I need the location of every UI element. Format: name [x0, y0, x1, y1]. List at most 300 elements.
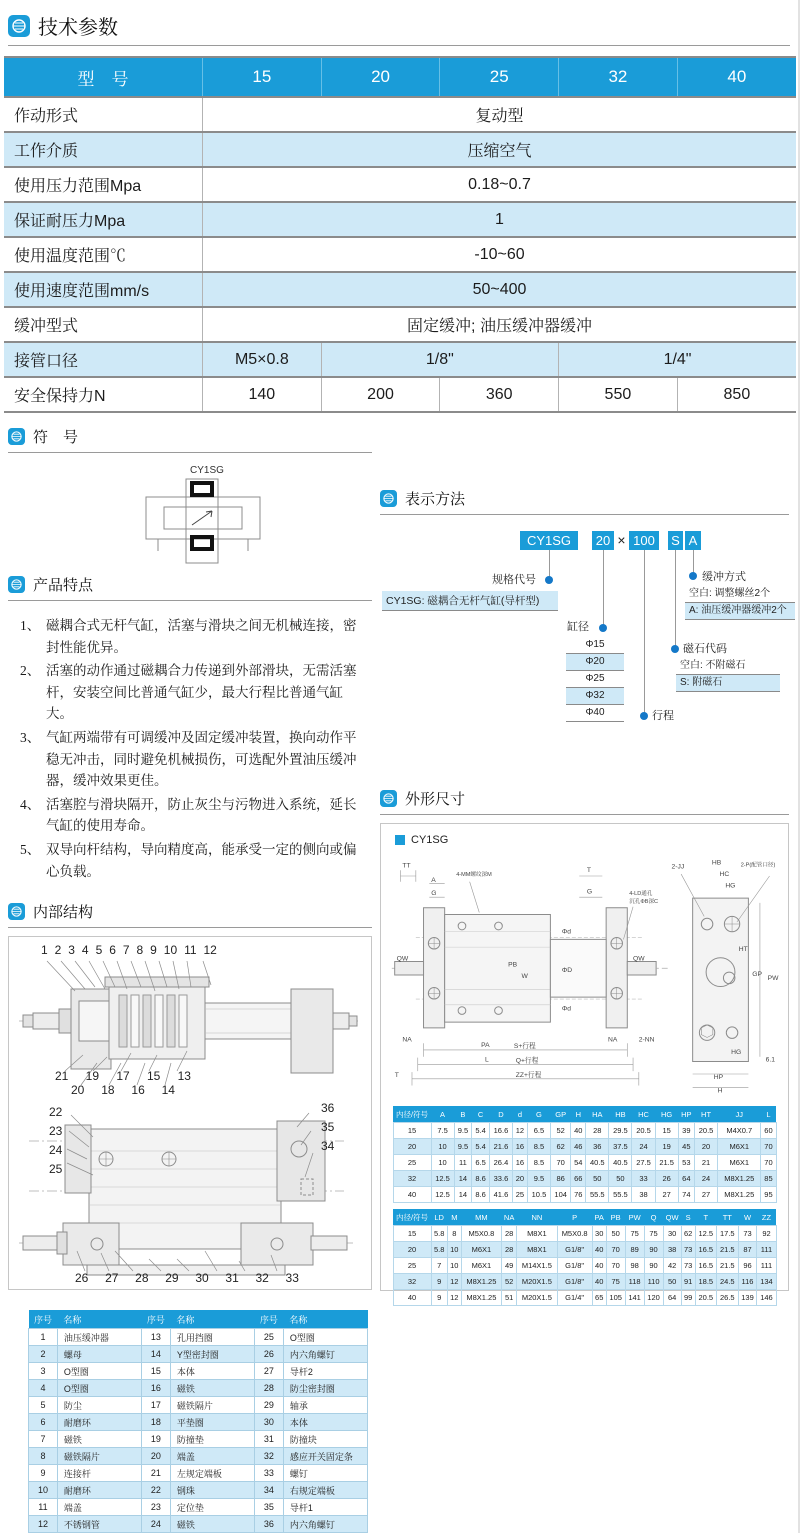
table-cell: 17.5: [717, 1226, 738, 1242]
row-label: 使用温度范围℃: [14, 248, 127, 265]
callout-number: 25: [49, 1162, 63, 1177]
table-cell: 16.6: [489, 1123, 512, 1139]
row-value: 1: [203, 202, 797, 237]
table-row: [29, 1465, 368, 1482]
table-row: [393, 1155, 776, 1171]
column-header: 序号: [254, 1310, 283, 1329]
page-title: 技术参数: [38, 17, 118, 39]
table-cell: 10: [431, 1139, 454, 1155]
option-row: S: 附磁石: [676, 675, 780, 692]
table-row: [29, 1329, 368, 1346]
dim-label-d-top: Φd: [561, 928, 572, 936]
row-label: 缓冲型式: [14, 318, 79, 335]
feature-number: 2、: [20, 663, 41, 679]
table-cell: 20: [513, 1171, 528, 1187]
table-cell: 18: [141, 1414, 170, 1431]
table-cell: 8.6: [472, 1187, 490, 1203]
callout-number: 26: [75, 1271, 89, 1286]
table-cell: 118: [625, 1274, 644, 1290]
table-cell: 33: [632, 1171, 655, 1187]
feature-number: 1、: [20, 618, 41, 633]
table-cell: 20: [393, 1242, 431, 1258]
table-cell: 99: [681, 1290, 695, 1306]
table-cell: 55.5: [586, 1187, 609, 1203]
section-header-ordering: [380, 485, 789, 515]
feature-number: 4、: [20, 796, 41, 812]
table-cell: 27: [694, 1187, 717, 1203]
callout-number: 27: [105, 1271, 119, 1286]
internal-diagram-side: [9, 937, 371, 1101]
table-cell: 40.5: [586, 1155, 609, 1171]
table-cell: 46: [571, 1139, 586, 1155]
callout-number: 19: [85, 1069, 100, 1084]
table-row: [29, 1363, 368, 1380]
option-row: Φ15: [566, 637, 624, 654]
callout-number: 8: [136, 943, 144, 958]
row-value: 50~400: [203, 272, 797, 307]
outline-model: [395, 834, 782, 846]
table-cell: 64: [678, 1171, 694, 1187]
table-cell: 磁铁隔片: [57, 1448, 141, 1465]
table-cell: 2: [29, 1346, 58, 1363]
dim-label-LD1: 4-LD通孔: [629, 891, 653, 898]
dim-label-GP: GP: [752, 970, 762, 978]
table-cell: 10: [447, 1242, 461, 1258]
table-cell: 24.5: [717, 1274, 738, 1290]
section-icon: [8, 428, 25, 445]
table-cell: 33.6: [489, 1171, 512, 1187]
table-cell: 28: [502, 1226, 517, 1242]
table-cell: 105: [606, 1290, 625, 1306]
tech-row: [4, 132, 796, 167]
table-cell: 26: [655, 1171, 678, 1187]
table-cell: 防尘: [57, 1397, 141, 1414]
row-value: 140: [203, 377, 322, 412]
table-cell: 20.5: [694, 1123, 717, 1139]
column-header: PA: [592, 1209, 606, 1226]
column-header-32: 32: [559, 57, 678, 97]
table-cell: O型圈: [57, 1363, 141, 1380]
table-cell: 40: [592, 1242, 606, 1258]
table-cell: M8X1.25: [461, 1274, 501, 1290]
column-header: T: [695, 1209, 716, 1226]
table-cell: 21.6: [489, 1139, 512, 1155]
row-label: 工作介质: [14, 143, 79, 160]
section-header-tech: [8, 8, 790, 46]
table-cell: 32: [254, 1448, 283, 1465]
option-row: Φ25: [566, 671, 624, 688]
callout-number: 12: [203, 943, 217, 958]
dim-label-QW: QW: [396, 955, 409, 963]
table-row: [393, 1139, 776, 1155]
table-cell: 62: [551, 1139, 571, 1155]
table-cell: 29: [254, 1397, 283, 1414]
table-cell: 70: [761, 1139, 776, 1155]
table-cell: 70: [606, 1258, 625, 1274]
table-cell: 端盖: [57, 1499, 141, 1516]
callout-number: 20: [71, 1083, 85, 1098]
table-row: [29, 1482, 368, 1499]
row-label: 安全保持力N: [14, 388, 106, 405]
connector-dot: [599, 624, 607, 632]
table-cell: 40.5: [609, 1155, 632, 1171]
table-cell: 35: [254, 1499, 283, 1516]
table-cell: 111: [757, 1258, 776, 1274]
table-cell: 146: [757, 1290, 776, 1306]
callout-number: 21: [55, 1069, 69, 1084]
row-value: 固定缓冲; 油压缓冲器缓冲: [203, 307, 797, 342]
table-cell: 9: [29, 1465, 58, 1482]
section-header-internal: [8, 898, 372, 928]
dim-label-A: A: [431, 876, 436, 884]
left-column: [0, 423, 372, 1533]
table-cell: 24: [694, 1171, 717, 1187]
table-header-row: [29, 1310, 368, 1329]
section-title: 符 号: [33, 429, 79, 446]
table-cell: 磁铁: [170, 1380, 254, 1397]
dim-label-MM: 4-MM螺纹深M: [456, 872, 492, 878]
table-cell: 27.5: [632, 1155, 655, 1171]
table-cell: 26.5: [717, 1290, 738, 1306]
column-header: L: [761, 1106, 776, 1123]
connector-line: [693, 550, 694, 574]
table-cell: 17: [141, 1397, 170, 1414]
callout-numbers-bottom1: [55, 1069, 191, 1083]
table-row: [393, 1258, 776, 1274]
table-cell: 40: [592, 1258, 606, 1274]
table-cell: 20.5: [632, 1123, 655, 1139]
table-cell: M5X0.8: [557, 1226, 592, 1242]
table-cell: 73: [681, 1258, 695, 1274]
table-cell: 9.5: [454, 1123, 472, 1139]
column-header-model: 型 号: [4, 57, 203, 97]
table-row: [393, 1171, 776, 1187]
table-cell: 轴承: [283, 1397, 367, 1414]
table-cell: M14X1.5: [517, 1258, 557, 1274]
table-cell: 75: [644, 1226, 663, 1242]
table-cell: 73: [681, 1242, 695, 1258]
row-value: 1/4": [559, 342, 796, 377]
column-header: QW: [663, 1209, 681, 1226]
tech-row: [4, 97, 796, 132]
table-cell: 感应开关固定条: [283, 1448, 367, 1465]
bullet-square: [395, 835, 405, 845]
dim-label-JJ: 2-JJ: [671, 863, 685, 871]
table-cell: 74: [678, 1187, 694, 1203]
tech-row-pipe: [4, 342, 796, 377]
code-model-box: CY1SG: [520, 531, 578, 550]
callout-number: 28: [135, 1271, 149, 1286]
option-row: 空白: 调整螺丝2个: [685, 586, 795, 603]
cushion-label: 缓冲方式: [702, 571, 746, 583]
table-cell: 52: [551, 1123, 571, 1139]
callout-number: 16: [131, 1083, 145, 1098]
connector-line: [603, 550, 604, 626]
table-cell: 7.5: [431, 1123, 454, 1139]
table-cell: 20: [694, 1139, 717, 1155]
table-cell: 6: [29, 1414, 58, 1431]
table-cell: 40: [592, 1274, 606, 1290]
table-cell: 5.4: [472, 1123, 490, 1139]
column-header: S: [681, 1209, 695, 1226]
column-header: P: [557, 1209, 592, 1226]
table-cell: 50: [586, 1171, 609, 1187]
outline-model-label: CY1SG: [411, 834, 449, 846]
callout-number: 22: [49, 1105, 63, 1120]
table-cell: 21.5: [655, 1155, 678, 1171]
table-cell: 42: [663, 1258, 681, 1274]
table-cell: 70: [761, 1155, 776, 1171]
feature-text: 磁耦合式无杆气缸，活塞与滑块之间无机械连接，密封性能优异。: [46, 618, 357, 655]
table-cell: 23: [141, 1499, 170, 1516]
table-cell: 9: [431, 1290, 447, 1306]
column-header: 内径/符号: [393, 1209, 431, 1226]
dim-label-NA: NA: [402, 1036, 412, 1044]
table-cell: M8X1.25: [718, 1171, 761, 1187]
row-value: 850: [677, 377, 796, 412]
table-cell: 8.5: [527, 1155, 550, 1171]
section-title: 产品特点: [33, 577, 94, 594]
code-magnet-box: S: [668, 531, 683, 550]
dim-label-W: W: [521, 972, 528, 980]
connector-dot: [640, 712, 648, 720]
table-cell: M4X0.7: [718, 1123, 761, 1139]
column-header: HT: [694, 1106, 717, 1123]
column-header: MM: [461, 1209, 501, 1226]
table-cell: 25: [513, 1187, 528, 1203]
callout-number: 36: [321, 1101, 335, 1116]
table-cell: 5.8: [431, 1242, 447, 1258]
table-cell: 89: [625, 1242, 644, 1258]
column-header: NA: [502, 1209, 517, 1226]
table-cell: 7: [431, 1258, 447, 1274]
dim-label-Q: Q+行程: [515, 1057, 539, 1065]
table-cell: 28: [502, 1242, 517, 1258]
table-cell: 12.5: [431, 1171, 454, 1187]
table-cell: 不锈钢管: [57, 1516, 141, 1533]
table-cell: 40: [393, 1290, 431, 1306]
table-cell: 16.5: [695, 1242, 716, 1258]
table-cell: 本体: [283, 1414, 367, 1431]
row-label: 作动形式: [14, 108, 79, 125]
table-cell: 91: [681, 1274, 695, 1290]
dim-label-PW: PW: [767, 974, 779, 982]
table-cell: 13: [141, 1329, 170, 1346]
feature-item: [20, 727, 372, 792]
connector-line: [549, 550, 550, 578]
outline-dimensions-box: [380, 823, 789, 1302]
table-cell: 本体: [170, 1363, 254, 1380]
column-header: PW: [625, 1209, 644, 1226]
table-row: [29, 1448, 368, 1465]
table-cell: 36: [254, 1516, 283, 1533]
table-cell: 10.5: [527, 1187, 550, 1203]
table-header-row: [393, 1209, 776, 1226]
column-header: HG: [655, 1106, 678, 1123]
table-cell: 85: [761, 1171, 776, 1187]
table-cell: 端盖: [170, 1448, 254, 1465]
table-cell: 54: [571, 1155, 586, 1171]
table-cell: 14: [141, 1346, 170, 1363]
callout-number: 23: [49, 1124, 63, 1139]
dim-label-PB: PB: [508, 961, 518, 969]
table-cell: M20X1.5: [517, 1274, 557, 1290]
code-times: ×: [617, 532, 626, 548]
table-cell: 16: [513, 1155, 528, 1171]
table-cell: G1/8": [557, 1274, 592, 1290]
column-header: HP: [678, 1106, 694, 1123]
column-header: A: [431, 1106, 454, 1123]
table-cell: 31: [254, 1431, 283, 1448]
callout-number: 17: [116, 1069, 130, 1084]
connector-dot: [689, 572, 697, 580]
column-header: TT: [717, 1209, 738, 1226]
option-row: Φ32: [566, 688, 624, 705]
table-cell: 8: [447, 1226, 461, 1242]
table-cell: G1/8": [557, 1258, 592, 1274]
section-title: 外形尺寸: [405, 791, 466, 808]
code-stroke-box: 100: [629, 531, 659, 550]
row-value: 360: [440, 377, 559, 412]
callout-number: 5: [95, 943, 103, 958]
table-row: [393, 1187, 776, 1203]
table-cell: 55.5: [609, 1187, 632, 1203]
table-cell: 32: [393, 1171, 431, 1187]
column-header: 名称: [283, 1310, 367, 1329]
dim-label-edge: 6.1: [765, 1056, 776, 1064]
table-cell: 油压缓冲器: [57, 1329, 141, 1346]
callout-number: 3: [68, 943, 75, 958]
table-row: [29, 1499, 368, 1516]
column-header: 序号: [29, 1310, 58, 1329]
right-column: [372, 423, 792, 1533]
table-row: [29, 1516, 368, 1533]
column-header: Q: [644, 1209, 663, 1226]
dim-label-HB: HB: [711, 859, 722, 867]
column-header: D: [489, 1106, 512, 1123]
table-cell: 50: [609, 1171, 632, 1187]
table-header-row: [393, 1106, 776, 1123]
table-cell: 49: [502, 1258, 517, 1274]
table-cell: 16: [141, 1380, 170, 1397]
table-cell: 40: [393, 1187, 431, 1203]
table-cell: 螺母: [57, 1346, 141, 1363]
callout-number: 30: [195, 1271, 209, 1286]
callout-numbers-bottom: [75, 1271, 299, 1285]
table-cell: 20.5: [695, 1290, 716, 1306]
column-header: G: [527, 1106, 550, 1123]
dim-label-HG: HG: [725, 882, 736, 890]
dim-label-H: H: [717, 1087, 723, 1095]
connector-dot: [545, 576, 553, 584]
table-cell: 20: [141, 1448, 170, 1465]
internal-structure-box: [8, 936, 372, 1290]
table-cell: M8X1: [517, 1226, 557, 1242]
tech-row-force: [4, 377, 796, 412]
table-cell: 防撞垫: [170, 1431, 254, 1448]
table-cell: 6.5: [472, 1155, 490, 1171]
table-cell: 70: [606, 1242, 625, 1258]
table-cell: 53: [678, 1155, 694, 1171]
table-cell: 右规定端板: [283, 1482, 367, 1499]
table-cell: M5X0.8: [461, 1226, 501, 1242]
table-cell: 10: [447, 1258, 461, 1274]
callout-numbers-right: [321, 1101, 334, 1153]
table-cell: 5.8: [431, 1226, 447, 1242]
table-cell: 21: [694, 1155, 717, 1171]
dim-label-TT: TT: [402, 862, 411, 870]
table-cell: 19: [141, 1431, 170, 1448]
tech-row: [4, 202, 796, 237]
internal-diagram-top: [9, 1101, 371, 1287]
table-cell: 6.5: [527, 1123, 550, 1139]
table-cell: 5: [29, 1397, 58, 1414]
table-cell: 10: [431, 1155, 454, 1171]
table-cell: M6X1: [718, 1139, 761, 1155]
column-header: GP: [551, 1106, 571, 1123]
table-cell: 95: [761, 1187, 776, 1203]
column-header: JJ: [718, 1106, 761, 1123]
table-cell: 41.6: [489, 1187, 512, 1203]
table-cell: 25: [393, 1155, 431, 1171]
dim-label-NN: 2-NN: [638, 1036, 655, 1044]
table-cell: 20: [393, 1139, 431, 1155]
feature-text: 气缸两端带有可调缓冲及固定缓冲装置，换向动作平稳无冲击，同时避免机械损伤，可选配外置油压缓冲器，缓冲效果更佳。: [46, 729, 357, 789]
table-cell: O型圈: [57, 1380, 141, 1397]
outline-drawing: [387, 850, 783, 1100]
table-cell: 19: [655, 1139, 678, 1155]
column-header: B: [454, 1106, 472, 1123]
table-cell: 14: [454, 1187, 472, 1203]
callout-number: 2: [54, 943, 62, 958]
table-cell: 5.4: [472, 1139, 490, 1155]
table-cell: 12.5: [695, 1226, 716, 1242]
dim-label-ZZ: ZZ+行程: [515, 1071, 542, 1079]
table-cell: M6X1: [718, 1155, 761, 1171]
code-cushion-box: A: [685, 531, 701, 550]
row-label: 接管口径: [14, 353, 79, 370]
column-header-40: 40: [677, 57, 796, 97]
dim-label-S: S+行程: [513, 1043, 536, 1051]
dim-label-T2: T: [394, 1071, 399, 1079]
table-cell: 28: [586, 1123, 609, 1139]
callout-number: 35: [321, 1120, 335, 1135]
callout-number: 14: [161, 1083, 175, 1098]
table-cell: 25: [393, 1258, 431, 1274]
feature-list: [8, 615, 372, 882]
column-header-20: 20: [321, 57, 440, 97]
table-cell: 15: [141, 1363, 170, 1380]
bore-label: 缸径: [567, 621, 589, 633]
dim-label-G2: G: [586, 888, 593, 896]
dim-label-P: 2-P(配管口径): [740, 862, 776, 869]
callout-number: 1: [41, 943, 48, 958]
callout-number: 31: [225, 1271, 239, 1286]
table-cell: 12: [447, 1274, 461, 1290]
table-cell: 111: [757, 1242, 776, 1258]
feature-text: 活塞腔与滑块隔开，防止灰尘与污物进入系统，延长气缸的使用寿命。: [46, 796, 357, 834]
table-cell: 30: [254, 1414, 283, 1431]
table-cell: 16: [513, 1139, 528, 1155]
ordering-code-diagram: [380, 523, 789, 755]
table-cell: 9.5: [527, 1171, 550, 1187]
section-icon: [8, 576, 25, 593]
table-cell: 定位垫: [170, 1499, 254, 1516]
spec-code-desc: CY1SG: 磁耦合无杆气缸(导杆型): [382, 591, 558, 611]
table-row: [393, 1242, 776, 1258]
column-header: 名称: [170, 1310, 254, 1329]
callout-number: 15: [146, 1069, 161, 1084]
